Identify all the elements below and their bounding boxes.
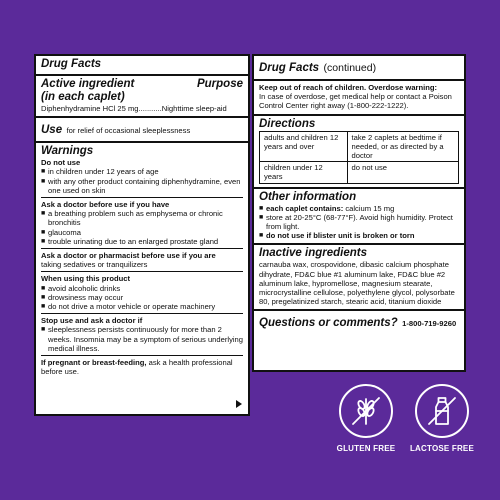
purpose-heading: Purpose	[196, 78, 243, 90]
use-heading: Use	[41, 124, 63, 137]
warnings-heading: Warnings	[41, 145, 94, 158]
pregnant-heading: If pregnant or breast-feeding,	[41, 358, 147, 368]
questions-heading: Questions or comments?	[259, 317, 398, 330]
use-text: for relief of occasional sleeplessness	[66, 126, 191, 136]
ask-pharmacist-subsection	[41, 248, 243, 269]
drug-facts-continued-header	[254, 56, 464, 81]
table-row: adults and children 12 years and over take 2 caplets at bedtime if needed, or as directed by a doctor	[260, 131, 459, 162]
ask-pharmacist-text: taking sedatives or tranquilizers	[41, 260, 148, 270]
list-item: ■ avoid alcoholic drinks	[41, 283, 121, 293]
stop-use-subsection	[41, 313, 243, 353]
use-section	[36, 118, 248, 143]
list-item: ■ each caplet contains: calcium 15 mg	[259, 203, 395, 213]
phone-number: 1-800-719-9260	[402, 319, 457, 329]
inactive-ingredients-section	[254, 245, 464, 311]
wheat-crossed-icon	[339, 384, 393, 438]
drug-facts-title: Drug Facts	[41, 58, 102, 70]
ask-pharmacist-heading: Ask a doctor or pharmacist before use if you are	[41, 251, 216, 261]
keep-out-section	[254, 81, 464, 116]
active-ingredient-subheading: (in each caplet)	[41, 91, 125, 103]
pregnant-text: ask a health professional before use.	[41, 358, 233, 377]
list-item: ■ in children under 12 years of age	[41, 167, 159, 177]
drug-facts-panel-right	[252, 54, 466, 372]
active-ingredient-line: Diphenhydramine HCl 25 mg...........Nighttime sleep-aid	[41, 104, 227, 113]
directions-heading: Directions	[259, 117, 316, 130]
list-item: ■ drowsiness may occur	[41, 292, 124, 302]
list-item: ■ glaucoma	[41, 227, 81, 237]
other-information-heading: Other information	[259, 190, 357, 203]
inactive-ingredients-text: carnauba wax, crospovidone, dibasic calcium phosphate dihydrate, FD&C blue #1 aluminum lake, FD&C blue #2 aluminum lake, hypromellose, magnesium stearate, microcrystalline cellulose, polyethylene glycol, polysorbate 80, pregelatinized starch, stearic acid, titanium dioxide	[259, 260, 455, 307]
drug-facts-panel-left	[34, 54, 250, 416]
continue-arrow-icon	[236, 400, 242, 408]
list-item: ■ store at 20-25°C (68-77°F). Avoid high humidity. Protect from light.	[259, 212, 453, 232]
active-ingredient-section	[36, 76, 248, 118]
list-item: ■ with any other product containing diphenhydramine, even one used on skin	[41, 176, 241, 195]
gluten-free-badge	[326, 384, 406, 453]
keep-out-text: In case of overdose, get medical help or contact a Poison Control Center right away (1-800-222-1222).	[259, 92, 452, 111]
gluten-free-label: GLUTEN FREE	[336, 444, 396, 453]
other-information-section	[254, 189, 464, 246]
directions-table	[259, 131, 459, 184]
lactose-free-badge	[402, 384, 482, 453]
ask-doctor-subsection	[41, 197, 243, 246]
list-item: ■ trouble urinating due to an enlarged prostate gland	[41, 236, 219, 246]
stop-use-heading: Stop use and ask a doctor if	[41, 316, 143, 326]
bottle-crossed-icon	[415, 384, 469, 438]
drug-facts-title: Drug Facts	[259, 62, 320, 74]
table-row: children under 12 years do not use	[260, 162, 459, 183]
continued-label: (continued)	[323, 62, 377, 74]
list-item: ■ sleeplessness persists continuously for more than 2 weeks. Insomnia may be a symptom of serious underlying medical illness.	[41, 325, 243, 353]
when-using-subsection	[41, 271, 243, 311]
ask-doctor-heading: Ask a doctor before use if you have	[41, 200, 170, 210]
active-ingredient-heading: Active ingredient	[41, 78, 135, 90]
do-not-use-heading: Do not use	[41, 158, 81, 168]
drug-facts-header	[36, 56, 248, 76]
inactive-ingredients-heading: Inactive ingredients	[259, 247, 368, 260]
warnings-section	[36, 143, 248, 379]
directions-section	[254, 116, 464, 189]
list-item: ■ do not drive a motor vehicle or operate machinery	[41, 302, 216, 312]
questions-section	[254, 311, 464, 334]
pregnant-subsection	[41, 355, 243, 376]
list-item: ■ a breathing problem such as emphysema or chronic bronchitis	[41, 209, 223, 228]
when-using-heading: When using this product	[41, 274, 131, 284]
lactose-free-label: LACTOSE FREE	[409, 444, 475, 453]
list-item: ■ do not use if blister unit is broken or torn	[259, 231, 415, 241]
keep-out-heading: Keep out of reach of children. Overdose warning:	[259, 83, 438, 92]
